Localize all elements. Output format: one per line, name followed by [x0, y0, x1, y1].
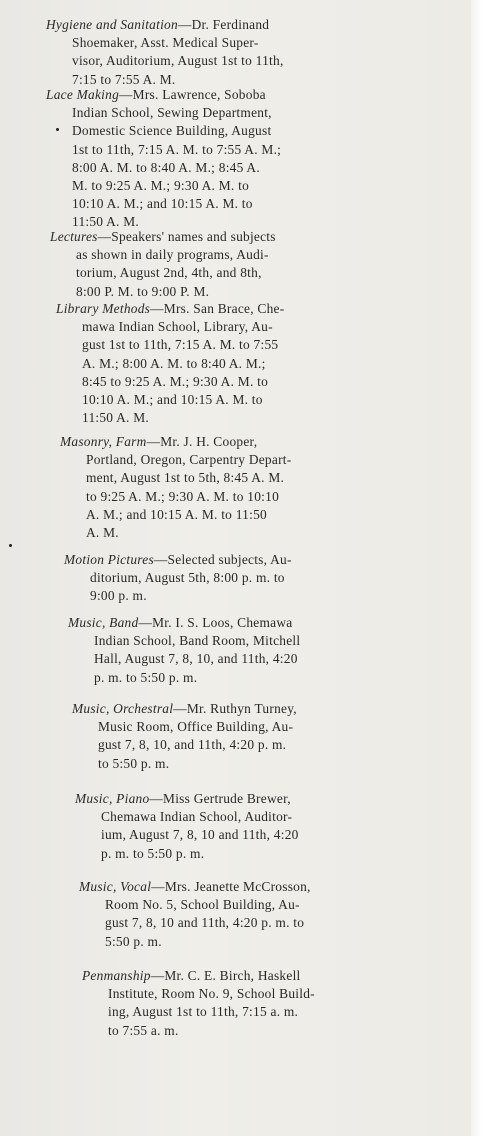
- entry-line: mawa Indian School, Library, Au-: [82, 319, 273, 335]
- entry-line: gust 7, 8, 10 and 11th, 4:20 p. m. to: [105, 915, 305, 931]
- entry-library-methods: [56, 300, 356, 427]
- entry-line: p. m. to 5:50 p. m.: [101, 845, 205, 861]
- entry-line: ing, August 1st to 11th, 7:15 a. m.: [108, 1004, 299, 1020]
- entry-line: A. M.; 8:00 A. M. to 8:40 A. M.;: [82, 355, 266, 371]
- entry-line: visor, Auditorium, August 1st to 11th,: [72, 53, 284, 69]
- entry-subject: Hygiene and Sanitation: [46, 17, 178, 32]
- entry-line: 11:50 A. M.: [82, 410, 149, 426]
- entry-subject: Music, Piano: [75, 791, 150, 806]
- entry-line: Indian School, Band Room, Mitchell: [94, 633, 301, 649]
- entry-music-orchestral: [72, 700, 372, 773]
- entry-line: Music Room, Office Building, Au-: [98, 719, 294, 735]
- entry-line: Domestic Science Building, August: [72, 123, 272, 139]
- entry-line: ditorium, August 5th, 8:00 p. m. to: [90, 570, 285, 586]
- entry-line: A. M.: [86, 525, 119, 541]
- entry-subject: Masonry, Farm: [60, 434, 147, 449]
- entry-first-line: Lectures—Speakers' names and subjects: [50, 229, 276, 244]
- entry-line: gust 7, 8, 10, and 11th, 4:20 p. m.: [98, 737, 287, 753]
- entry-penmanship: [82, 967, 382, 1040]
- entry-line: Room No. 5, School Building, Au-: [105, 897, 300, 913]
- entry-line: to 9:25 A. M.; 9:30 A. M. to 10:10: [86, 488, 280, 504]
- entry-first-line: Motion Pictures—Selected subjects, Au-: [64, 552, 292, 567]
- entry-line: Shoemaker, Asst. Medical Super-: [72, 35, 259, 51]
- entry-motion-pictures: [64, 551, 364, 606]
- entry-line: Institute, Room No. 9, School Build-: [108, 986, 315, 1002]
- entry-line: M. to 9:25 A. M.; 9:30 A. M. to: [72, 178, 250, 194]
- entry-line: p. m. to 5:50 p. m.: [94, 669, 198, 685]
- entry-line: to 5:50 p. m.: [98, 755, 170, 771]
- entry-subject: Lace Making: [46, 87, 120, 102]
- entry-subject: Music, Orchestral: [72, 701, 174, 716]
- entry-line: 5:50 p. m.: [105, 933, 162, 949]
- entry-first-line: Penmanship—Mr. C. E. Birch, Haskell: [82, 968, 301, 983]
- entry-line: ment, August 1st to 5th, 8:45 A. M.: [86, 470, 285, 486]
- entry-subject: Music, Vocal: [79, 879, 152, 894]
- entry-line: 10:10 A. M.; and 10:15 A. M. to: [72, 196, 253, 212]
- entry-line: 8:00 A. M. to 8:40 A. M.; 8:45 A.: [72, 159, 260, 175]
- entry-music-vocal: [79, 878, 379, 951]
- stray-mark: [9, 544, 12, 547]
- entry-line: Indian School, Sewing Department,: [72, 105, 272, 121]
- entry-subject: Music, Band: [68, 615, 139, 630]
- entry-line: 1st to 11th, 7:15 A. M. to 7:55 A. M.;: [72, 141, 282, 157]
- entry-line: A. M.; and 10:15 A. M. to 11:50: [86, 506, 267, 522]
- entry-masonry-farm: [60, 433, 360, 542]
- entry-music-piano: [75, 790, 375, 863]
- entry-line: as shown in daily programs, Audi-: [76, 247, 269, 263]
- entry-subject: Motion Pictures: [64, 552, 154, 567]
- entry-line: Hall, August 7, 8, 10, and 11th, 4:20: [94, 651, 298, 667]
- entry-first-line: Music, Vocal—Mrs. Jeanette McCrosson,: [79, 879, 311, 894]
- entry-first-line: Music, Piano—Miss Gertrude Brewer,: [75, 791, 291, 806]
- entry-line: 8:45 to 9:25 A. M.; 9:30 A. M. to: [82, 373, 269, 389]
- entry-subject: Penmanship: [82, 968, 151, 983]
- entry-subject: Library Methods: [56, 301, 151, 316]
- entry-first-line: Hygiene and Sanitation—Dr. Ferdinand: [46, 17, 270, 32]
- entry-line: 10:10 A. M.; and 10:15 A. M. to: [82, 392, 263, 408]
- entry-lectures: [50, 228, 350, 301]
- entry-line: Portland, Oregon, Carpentry Depart-: [86, 452, 292, 468]
- entry-line: gust 1st to 11th, 7:15 A. M. to 7:55: [82, 337, 279, 353]
- entry-line: 9:00 p. m.: [90, 588, 147, 604]
- entry-subject: Lectures: [50, 229, 98, 244]
- entry-first-line: Music, Orchestral—Mr. Ruthyn Turney,: [72, 701, 297, 716]
- entry-first-line: Lace Making—Mrs. Lawrence, Soboba: [46, 87, 266, 102]
- entry-music-band: [68, 614, 368, 687]
- entry-first-line: Library Methods—Mrs. San Brace, Che-: [56, 301, 285, 316]
- entry-line: 7:15 to 7:55 A. M.: [72, 71, 176, 87]
- entry-line: Chemawa Indian School, Auditor-: [101, 809, 293, 825]
- entry-first-line: Music, Band—Mr. I. S. Loos, Chemawa: [68, 615, 293, 630]
- entry-line: to 7:55 a. m.: [108, 1022, 179, 1038]
- entry-line: 11:50 A. M.: [72, 214, 139, 230]
- entry-hygiene: [46, 16, 346, 89]
- entry-line: 8:00 P. M. to 9:00 P. M.: [76, 283, 210, 299]
- page-edge: [471, 0, 483, 1136]
- entry-line: torium, August 2nd, 4th, and 8th,: [76, 265, 262, 281]
- entry-line: ium, August 7, 8, 10 and 11th, 4:20: [101, 827, 299, 843]
- entry-first-line: Masonry, Farm—Mr. J. H. Cooper,: [60, 434, 258, 449]
- entry-lace-making: [46, 86, 346, 232]
